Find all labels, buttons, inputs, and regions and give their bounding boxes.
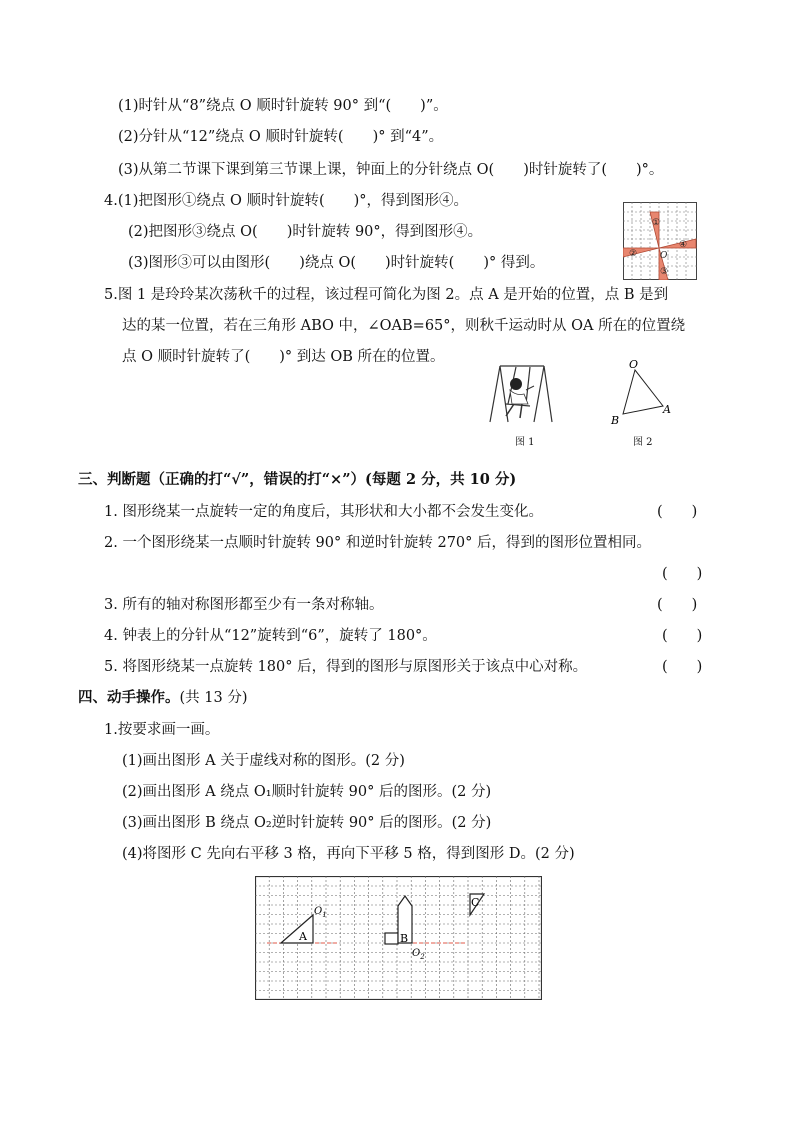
judge-answer-5[interactable]: ( )	[662, 659, 703, 675]
q4-line-2: (2)把图形③绕点 O( )时针旋转 90°，得到图形④。	[128, 224, 483, 240]
judge-item-5: 5. 将图形绕某一点旋转 180° 后，得到的图形与原图形关于该点中心对称。	[104, 659, 588, 675]
judge-answer-3[interactable]: ( )	[657, 597, 698, 613]
judge-item-4: 4. 钟表上的分针从“12”旋转到“6”，旋转了 180°。	[104, 628, 437, 644]
q4-label-4: ④	[679, 240, 688, 250]
section4-score: (共 13 分)	[179, 690, 248, 706]
label-c: C	[471, 896, 480, 909]
point-b: B	[611, 414, 620, 427]
judge-item-2: 2. 一个图形绕某一点顺时针旋转 90° 和逆时针旋转 270° 后，得到的图形位置相同。	[104, 535, 652, 551]
draw-item-4: (4)将图形 C 先向右平移 3 格，再向下平移 5 格，得到图形 D。(2 分)	[122, 846, 575, 862]
shape-b-square	[385, 933, 398, 944]
q3-line-1: (1)时针从“8”绕点 O 顺时针旋转 90° 到“( )”。	[118, 98, 448, 114]
q5-line-1: 5.图 1 是玲玲某次荡秋千的过程，该过程可简化为图 2。点 A 是开始的位置，点 B 是到	[104, 287, 669, 303]
draw-item-3: (3)画出图形 B 绕点 O₂逆时针旋转 90° 后的图形。(2 分)	[122, 815, 492, 831]
q3-line-2: (2)分针从“12”绕点 O 顺时针旋转( )° 到“4”。	[118, 129, 444, 145]
swing-illustration	[486, 360, 556, 428]
q4-line-3: (3)图形③可以由图形( )绕点 O( )时针旋转( )° 得到。	[128, 255, 545, 271]
label-a: A	[299, 930, 307, 943]
draw-item-2: (2)画出图形 A 绕点 O₁顺时针旋转 90° 后的图形。(2 分)	[122, 784, 492, 800]
section4-header	[78, 688, 247, 708]
label-o1: $O_1$	[314, 906, 327, 919]
judge-item-1: 1. 图形绕某一点旋转一定的角度后，其形状和大小都不会发生变化。	[104, 504, 543, 520]
fig2-caption: 图 2	[633, 437, 653, 448]
judge-item-3: 3. 所有的轴对称图形都至少有一条对称轴。	[104, 597, 384, 613]
q5-line-3: 点 O 顺时针旋转了( )° 到达 OB 所在的位置。	[122, 349, 445, 365]
q4-label-3: ③	[660, 267, 669, 277]
drawing-grid[interactable]	[255, 876, 542, 1000]
label-b: B	[400, 932, 409, 945]
q5-line-2: 达的某一位置，若在三角形 ABO 中，∠OAB=65°，则秋千运动时从 OA 所在的位置绕	[122, 318, 686, 334]
judge-answer-4[interactable]: ( )	[662, 628, 703, 644]
q4-label-1: ①	[652, 218, 661, 228]
q4-line-1: 4.(1)把图形①绕点 O 顺时针旋转( )°，得到图形④。	[104, 193, 469, 209]
q3-line-3: (3)从第二节课下课到第三节课上课，钟面上的分针绕点 O( )时针旋转了( )°。	[118, 162, 664, 178]
section3-title: 三、判断题（正确的打“√”，错误的打“×”）(每题 2 分，共 10 分)	[78, 471, 517, 488]
fig1-caption: 图 1	[515, 437, 535, 448]
point-o: O	[629, 358, 639, 371]
q4-rotation-figure	[623, 202, 697, 280]
section4-q1: 1.按要求画一画。	[104, 722, 220, 738]
judge-answer-1[interactable]: ( )	[657, 504, 698, 520]
q4-point-o: O	[660, 251, 668, 261]
judge-answer-2[interactable]: ( )	[662, 566, 703, 582]
section4-title: 四、动手操作。	[78, 689, 180, 706]
label-o2: $O_2$	[412, 948, 425, 961]
triangle-aob-figure	[605, 358, 675, 430]
q4-label-2: ②	[629, 249, 638, 259]
draw-item-1: (1)画出图形 A 关于虚线对称的图形。(2 分)	[122, 753, 405, 769]
point-a: A	[663, 403, 671, 416]
